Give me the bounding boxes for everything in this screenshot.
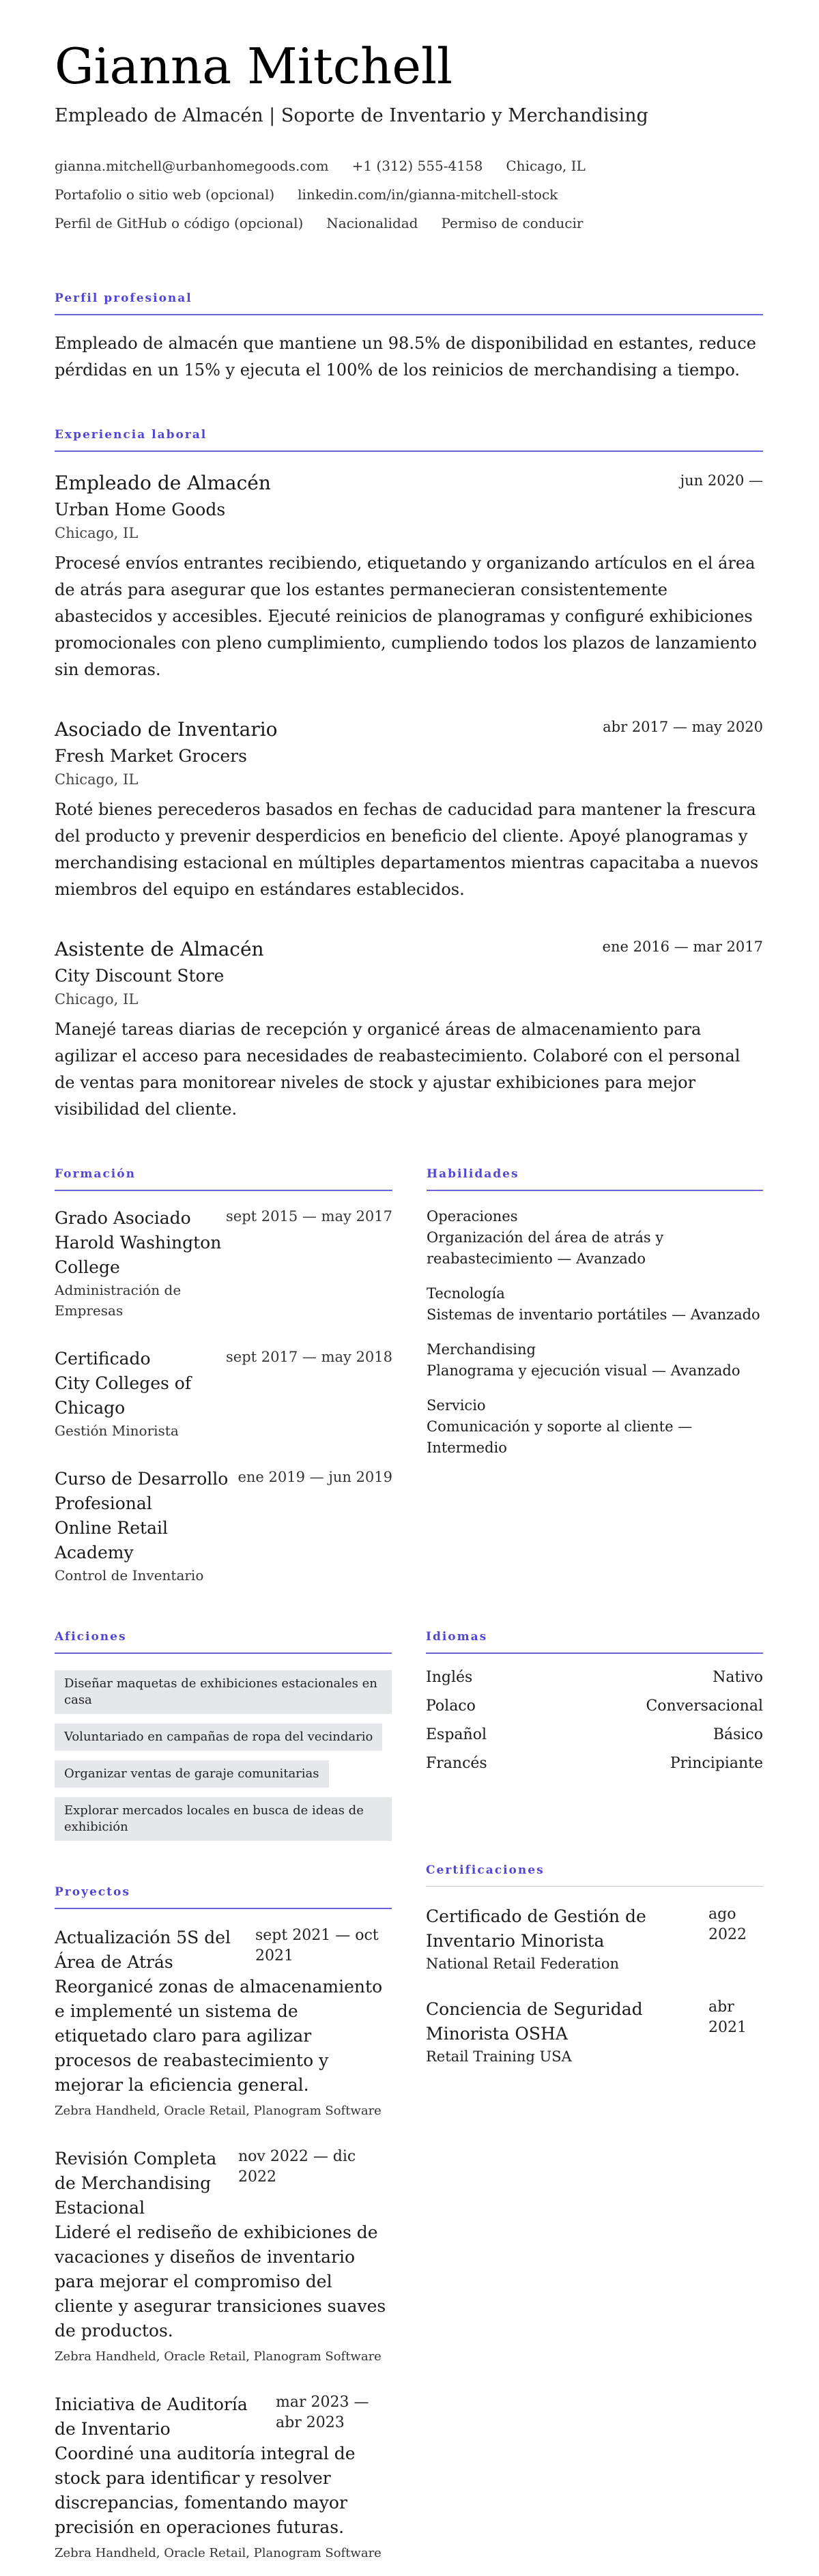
phone: +1 (312) 555-4158 — [351, 158, 483, 174]
job-entry — [55, 470, 763, 683]
job-header — [55, 716, 763, 743]
hobby-tag: Voluntariado en campañas de ropa del vecindario — [55, 1723, 382, 1751]
section-heading: Idiomas — [426, 1628, 763, 1654]
education-info — [55, 1467, 232, 1586]
hobbies-section — [55, 1628, 392, 1841]
skill-detail: Planograma y ejecución visual — Avanzado — [427, 1362, 741, 1379]
contact-row — [55, 209, 763, 238]
certification-info — [426, 1904, 699, 1974]
section-heading: Habilidades — [427, 1165, 763, 1191]
job-dates: ene 2016 — mar 2017 — [602, 939, 763, 955]
project-dates: mar 2023 — abr 2023 — [276, 2394, 369, 2431]
education-entry — [55, 1467, 392, 1586]
job-description: Manejé tareas diarias de recepción y organicé áreas de almacenamiento para agilizar el acceso para necesidades de reabastecimiento. Colaboré con el personal de ventas para monitorear niveles de stock y ajustar exhibiciones para mejor visibilidad del cliente. — [55, 1020, 741, 1119]
hobby-item — [55, 1661, 392, 1714]
language-level: Nativo — [713, 1669, 763, 1686]
certifications-section — [426, 1861, 763, 2067]
project-description: Coordiné una auditoría integral de stock para identificar y resolver discrepancias, fomentando mayor precisión en operaciones futuras. — [55, 2444, 356, 2537]
project-dates: sept 2021 — oct 2021 — [255, 1927, 379, 1964]
project-technologies: Zebra Handheld, Oracle Retail, Planogram Software — [55, 2104, 382, 2118]
project-entry — [55, 2392, 392, 2563]
school: City Colleges of Chicago — [55, 1373, 192, 1418]
skill-entry — [427, 1283, 763, 1326]
portfolio-link[interactable]: Portafolio o sitio web (opcional) — [55, 186, 275, 203]
job-description: Procesé envíos entrantes recibiendo, etiquetando y organizando artículos en el área de atrás para asegurar que los estantes permanecieran consistentemente abastecidos y accesibles. Ejecuté reinicios de planogramas y configuré exhibiciones promocionales con pleno cumplimiento, cumpliendo todos los plazos de lanzamiento sin demoras. — [55, 554, 757, 679]
candidate-headline: Empleado de Almacén | Soporte de Inventario y Merchandising — [55, 105, 648, 126]
hobby-tag: Diseñar maquetas de exhibiciones estacionales en casa — [55, 1670, 392, 1714]
education-dates: sept 2017 — may 2018 — [226, 1349, 392, 1365]
skill-entry — [427, 1395, 763, 1459]
github-link[interactable]: Perfil de GitHub o código (opcional) — [55, 215, 304, 231]
job-location: Chicago, IL — [55, 991, 139, 1007]
education-dates: sept 2015 — may 2017 — [226, 1208, 392, 1225]
hobby-item — [55, 1751, 392, 1788]
language-row — [426, 1749, 763, 1778]
certification-date: ago 2022 — [708, 1906, 747, 1943]
skill-category: Merchandising — [427, 1341, 536, 1358]
certification-title: Conciencia de Seguridad Minorista OSHA — [426, 1999, 643, 2044]
field-of-study: Gestión Minorista — [55, 1422, 179, 1439]
language-name: Español — [426, 1726, 487, 1743]
section-heading: Certificaciones — [426, 1861, 763, 1887]
section-heading: Formación — [55, 1165, 392, 1191]
school: Online Retail Academy — [55, 1518, 168, 1562]
job-title: Asociado de Inventario — [55, 718, 278, 741]
skill-category: Operaciones — [427, 1208, 518, 1225]
skill-entry — [427, 1339, 763, 1382]
job-header — [55, 936, 763, 963]
projects-section — [55, 1883, 392, 2563]
project-technologies: Zebra Handheld, Oracle Retail, Planogram Software — [55, 2546, 382, 2560]
summary-text: Empleado de almacén que mantiene un 98.5% de disponibilidad en estantes, reduce pérdidas en un 15% y ejecuta el 100% de los reinicios de merchandising a tiempo. — [55, 334, 756, 380]
education-entry — [55, 1206, 392, 1321]
email-link[interactable]: gianna.mitchell@urbanhomegoods.com — [55, 158, 329, 174]
hobby-tag: Organizar ventas de garaje comunitarias — [55, 1760, 329, 1788]
company-name: Fresh Market Grocers — [55, 746, 247, 766]
contact-row — [55, 180, 763, 209]
school: Harold Washington College — [55, 1233, 222, 1277]
job-entry — [55, 716, 763, 903]
section-heading: Perfil profesional — [55, 289, 763, 315]
certification-entry — [426, 1904, 763, 1974]
job-title: Empleado de Almacén — [55, 472, 271, 494]
languages-section — [426, 1628, 763, 1778]
degree: Curso de Desarrollo Profesional — [55, 1469, 229, 1513]
nationality: Nacionalidad — [326, 215, 418, 231]
lower-row — [55, 1628, 763, 2563]
project-entry — [55, 1926, 392, 2121]
location: Chicago, IL — [506, 158, 586, 174]
job-title: Asistente de Almacén — [55, 938, 264, 960]
certification-date: abr 2021 — [708, 1999, 747, 2036]
skill-detail: Comunicación y soporte al cliente — Intermedio — [427, 1418, 693, 1456]
field-of-study: Control de Inventario — [55, 1567, 204, 1584]
language-row — [426, 1663, 763, 1692]
education-info — [55, 1347, 226, 1441]
education-section — [55, 1165, 392, 1586]
certification-entry — [426, 1997, 763, 2067]
skill-entry — [427, 1206, 763, 1270]
education-dates: ene 2019 — jun 2019 — [238, 1469, 392, 1485]
contact-info — [55, 152, 763, 238]
contact-row — [55, 152, 763, 180]
certification-issuer: National Retail Federation — [426, 1956, 620, 1972]
language-name: Polaco — [426, 1698, 476, 1715]
education-skills-row — [55, 1165, 763, 1586]
company-name: Urban Home Goods — [55, 500, 226, 519]
project-description: Lideré el rediseño de exhibiciones de vacaciones y diseños de inventario para mejorar el compromiso del cliente y asegurar transiciones suaves de productos. — [55, 2222, 386, 2341]
skill-detail: Sistemas de inventario portátiles — Avanzado — [427, 1306, 760, 1323]
project-technologies: Zebra Handheld, Oracle Retail, Planogram Software — [55, 2349, 382, 2364]
skill-category: Tecnología — [427, 1285, 505, 1302]
hobby-item — [55, 1714, 392, 1751]
resume-header — [55, 35, 763, 238]
project-dates: nov 2022 — dic 2022 — [238, 2148, 356, 2186]
degree: Certificado — [55, 1349, 151, 1369]
job-location: Chicago, IL — [55, 525, 139, 541]
language-name: Inglés — [426, 1669, 473, 1686]
job-description: Roté bienes perecederos basados en fechas de caducidad para mantener la frescura del producto y prevenir desperdicios en beneficio del cliente. Apoyé planogramas y merchandising estacional en múltiples departamentos mientras capacitaba a nuevos miembros del equipo en estándares establecidos. — [55, 800, 759, 899]
project-header — [55, 2392, 392, 2442]
degree: Grado Asociado — [55, 1208, 191, 1228]
job-entry — [55, 936, 763, 1123]
certification-info — [426, 1997, 699, 2067]
project-entry — [55, 2147, 392, 2366]
field-of-study: Administración de Empresas — [55, 1282, 182, 1319]
left-column — [55, 1628, 392, 2563]
right-column — [426, 1628, 763, 2563]
education-entry — [55, 1347, 392, 1441]
driving-license: Permiso de conducir — [441, 215, 584, 231]
linkedin-link[interactable]: linkedin.com/in/gianna-mitchell-stock — [298, 186, 558, 203]
company-name: City Discount Store — [55, 966, 225, 986]
project-title: Actualización 5S del Área de Atrás — [55, 1928, 231, 1972]
project-header — [55, 1926, 392, 1975]
section-heading: Experiencia laboral — [55, 426, 763, 452]
language-level: Conversacional — [646, 1698, 763, 1715]
summary-section — [55, 289, 763, 384]
language-row — [426, 1692, 763, 1721]
language-name: Francés — [426, 1755, 487, 1772]
certification-issuer: Retail Training USA — [426, 2048, 572, 2065]
project-header — [55, 2147, 392, 2220]
skill-category: Servicio — [427, 1397, 486, 1414]
education-info — [55, 1206, 226, 1321]
language-level: Principiante — [670, 1755, 763, 1772]
job-dates: jun 2020 — — [680, 472, 763, 489]
certification-title: Certificado de Gestión de Inventario Minorista — [426, 1906, 646, 1951]
language-row — [426, 1721, 763, 1749]
experience-section — [55, 426, 763, 1123]
job-header — [55, 470, 763, 497]
job-dates: abr 2017 — may 2020 — [603, 719, 763, 735]
skills-section — [427, 1165, 763, 1586]
language-level: Básico — [713, 1726, 763, 1743]
hobby-tag: Explorar mercados locales en busca de ideas de exhibición — [55, 1797, 392, 1841]
skill-detail: Organización del área de atrás y reabastecimiento — Avanzado — [427, 1229, 664, 1267]
candidate-name: Gianna Mitchell — [55, 38, 453, 95]
hobby-item — [55, 1788, 392, 1841]
project-title: Iniciativa de Auditoría de Inventario — [55, 2394, 248, 2439]
project-description: Reorganicé zonas de almacenamiento e implementé un sistema de etiquetado claro para agilizar procesos de reabastecimiento y mejorar la eficiencia general. — [55, 1977, 383, 2095]
section-heading: Proyectos — [55, 1883, 392, 1909]
job-location: Chicago, IL — [55, 771, 139, 788]
section-heading: Aficiones — [55, 1628, 392, 1654]
project-title: Revisión Completa de Merchandising Estacional — [55, 2149, 217, 2218]
